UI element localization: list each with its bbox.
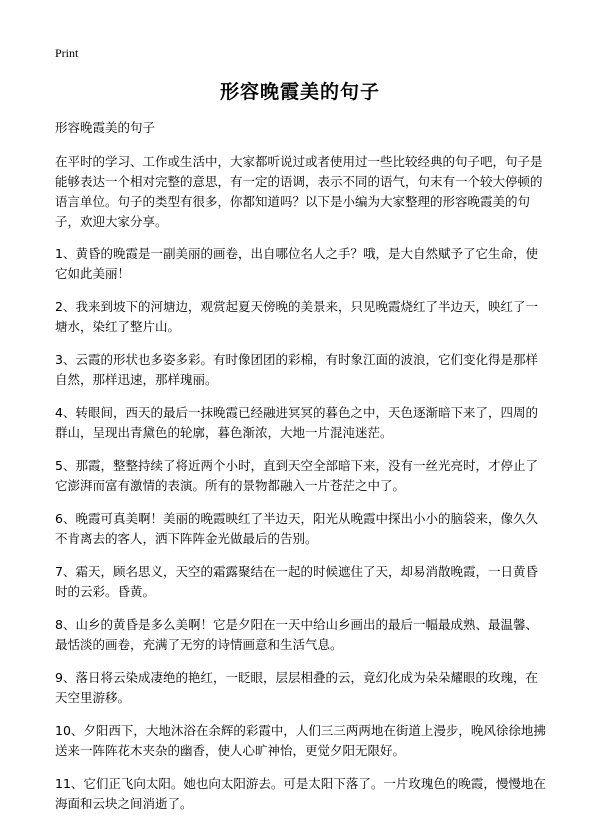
print-link[interactable]: Print	[55, 46, 79, 60]
sentence-item: 1、黄昏的晚霞是一副美丽的画卷，出自哪位名人之手？哦，是大自然赋予了它生命，使它如此美丽！	[55, 246, 538, 281]
page-title: 形容晚霞美的句子	[219, 81, 380, 103]
article-subtitle: 形容晚霞美的句子	[55, 120, 156, 135]
sentence-item: 8、山乡的黄昏是多么美啊！它是夕阳在一天中给山乡画出的最后一幅最成熟、最温馨、最恬淡的画卷，充满了无穷的诗情画意和生活气息。	[55, 617, 538, 652]
sentence-item: 11、它们正飞向太阳。她也向太阳游去。可是太阳下落了。一片玫瑰色的晚霞，慢慢地在海面和云块之间消逝了。	[55, 776, 546, 811]
article-body	[55, 118, 547, 827]
sentence-item: 10、夕阳西下，大地沐浴在余辉的彩霞中，人们三三两两地在街道上漫步，晚风徐徐地拂送来一阵阵花木夹杂的幽香，使人心旷神怡，更觉夕阳无限好。	[55, 723, 546, 758]
sentence-item: 6、晚霞可真美啊！美丽的晚霞映红了半边天，阳光从晚霞中探出小小的脑袋来，像久久不肯离去的客人，洒下阵阵金光做最后的告别。	[55, 511, 538, 546]
sentence-item: 9、落日将云染成凄绝的艳红，一眨眼，层层相叠的云，竟幻化成为朵朵耀眼的玫瑰，在天空里游移。	[55, 670, 538, 705]
intro-paragraph: 在平时的学习、工作或生活中，大家都听说过或者使用过一些比较经典的句子吧，句子是能够表达一个相对完整的意思，有一定的语调，表示不同的语气，句末有一个较大停顿的语言单位。句子的类型有很多，你都知道吗？以下是小编为大家整理的形容晚霞美的句子，欢迎大家分享。	[55, 154, 543, 229]
sentence-item: 3、云霞的形状也多姿多彩。有时像团团的彩棉，有时象江面的波浪，它们变化得是那样自然，那样迅速，那样瑰丽。	[55, 352, 538, 387]
sentence-item: 5、那霞，整整持续了将近两个小时，直到天空全部暗下来，没有一丝光亮时，才停止了它澎湃而富有激情的表演。所有的景物都融入一片苍茫之中了。	[55, 458, 538, 493]
sentence-item: 4、转眼间，西天的最后一抹晚霞已经融进冥冥的暮色之中，天色逐渐暗下来了，四周的群山，呈现出青黛色的轮廓，暮色渐浓，大地一片混沌迷茫。	[55, 405, 538, 440]
sentence-item: 2、我来到坡下的河塘边，观赏起夏天傍晚的美景来，只见晚霞烧红了半边天，映红了一塘水，染红了整片山。	[55, 299, 538, 334]
sentence-item: 7、霜天，顾名思义，天空的霜露聚结在一起的时候遮住了天，却易消散晚霞，一日黄昏时的云彩。昏黄。	[55, 564, 538, 599]
